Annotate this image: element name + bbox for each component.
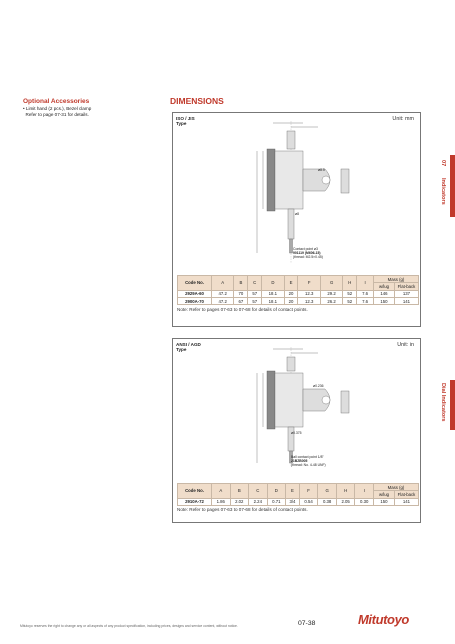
dimensions-title: DIMENSIONS	[170, 96, 224, 106]
ansi-type-label	[176, 342, 201, 352]
col-header: Code No.	[178, 276, 212, 291]
code-cell: 2910A-72	[178, 498, 212, 505]
stem-top	[287, 131, 295, 149]
bezel-side	[267, 371, 275, 429]
mass-header: Mass (g)	[374, 276, 419, 283]
ansi-panel	[172, 338, 421, 523]
col-header: A	[212, 484, 231, 499]
mass-header: Mass (g)	[374, 484, 419, 491]
iso-table-body	[178, 290, 419, 305]
code-cell: 2929A-60	[178, 290, 212, 297]
value-cell: 18.1	[262, 290, 284, 297]
stem-top	[287, 357, 295, 371]
value-cell: 70	[234, 290, 248, 297]
contact-point-code: 901119 (M606-15)	[293, 251, 321, 256]
iso-type-label	[176, 116, 195, 126]
dim-label-1: ø0.236	[313, 384, 324, 388]
col-header: C	[248, 276, 262, 291]
contact-point-label: Contact point ø3	[293, 247, 318, 251]
contact-point-label: Ball contact point 1/8"	[291, 455, 324, 459]
col-header: D	[267, 484, 286, 499]
value-cell: 2.02	[230, 498, 249, 505]
value-cell: 47.2	[212, 297, 234, 304]
lug-hole	[322, 176, 330, 184]
value-cell: 57	[248, 290, 262, 297]
contact-point-callout	[293, 247, 323, 260]
value-cell: 12.3	[298, 297, 320, 304]
page-number: 07-38	[298, 620, 316, 627]
iso-panel	[172, 112, 421, 327]
col-header: F	[299, 484, 318, 499]
value-cell: 52	[343, 290, 357, 297]
value-cell: 150	[374, 498, 395, 505]
table-row	[178, 498, 419, 505]
table-row	[178, 297, 419, 304]
col-header: I	[357, 276, 374, 291]
dim-label-1: ø8.5	[318, 168, 325, 172]
contact-point-code: 21BZB005	[291, 459, 308, 464]
ansi-dimension-drawing	[243, 343, 363, 471]
contact-point-callout	[291, 455, 326, 468]
value-cell: 20	[284, 290, 298, 297]
iso-spec-table	[177, 275, 419, 305]
mass-sub-header: Flat-back	[395, 491, 419, 498]
col-header: G	[318, 484, 337, 499]
col-header: I	[355, 484, 374, 499]
col-header: E	[284, 276, 298, 291]
tab-label-dial-indicators: Dial Indicators	[440, 383, 446, 422]
iso-unit-label: Unit: mm	[392, 116, 414, 122]
col-header: B	[230, 484, 249, 499]
accessories-text	[23, 106, 133, 117]
ansi-unit-label: Unit: in	[397, 342, 414, 348]
ansi-note: Note: Refer to pages 07-63 to 07-68 for details of contact points.	[177, 507, 308, 512]
ansi-table-body	[178, 498, 419, 505]
value-cell: 20	[284, 297, 298, 304]
case-body	[275, 373, 303, 427]
value-cell: 2.24	[249, 498, 268, 505]
footer-disclaimer: Mitutoyo reserves the right to change any or all aspects of any product specification, including prices, designs and service content, without notice.	[20, 624, 238, 628]
section-tab-dial	[450, 380, 455, 430]
dim-label-2: ø0.375	[291, 431, 302, 435]
value-cell: 29.2	[320, 290, 342, 297]
stem-bottom	[288, 209, 294, 239]
ansi-spec-table	[177, 483, 419, 506]
value-cell: 12.3	[298, 290, 320, 297]
type-line: Type	[176, 121, 187, 127]
mitutoyo-logo: Mitutoyo	[358, 612, 409, 627]
value-cell: 47.2	[212, 290, 234, 297]
value-cell: 141	[395, 498, 419, 505]
mass-sub-header: w/lug	[374, 283, 395, 290]
table-row	[178, 290, 419, 297]
value-cell: 52	[343, 297, 357, 304]
type-line: Type	[176, 347, 187, 353]
section-tab-indicators	[450, 155, 455, 217]
lug-hole	[322, 396, 330, 404]
value-cell: 0.54	[299, 498, 318, 505]
value-cell: 7.6	[357, 290, 374, 297]
value-cell: 7.6	[357, 297, 374, 304]
col-header: G	[320, 276, 342, 291]
iso-dimension-drawing	[243, 117, 363, 267]
col-header: A	[212, 276, 234, 291]
value-cell: 26.2	[320, 297, 342, 304]
back-side-view	[341, 391, 349, 413]
type-line: ANSI / AGD	[176, 342, 201, 347]
section-code: 07	[440, 160, 446, 167]
contact-point-thread: (thread: M2.5×0.45)	[293, 255, 323, 260]
contact-point-thread: (thread: No. 4-48 UNF)	[291, 463, 326, 468]
iso-note: Note: Refer to pages 07-63 to 07-68 for details of contact points.	[177, 307, 308, 312]
col-header: D	[262, 276, 284, 291]
value-cell: 141	[395, 297, 419, 304]
dim-label-2: ø8	[295, 212, 299, 216]
col-header: C	[249, 484, 268, 499]
back-side-view	[341, 169, 349, 193]
tab-label-indicators: Indicators	[440, 178, 446, 205]
value-cell: 0.30	[355, 498, 374, 505]
accessories-title: Optional Accessories	[23, 98, 90, 105]
accessories-line: • Limit hand (2 pcs.), Bezel clamp	[23, 106, 92, 111]
value-cell: 1.86	[212, 498, 231, 505]
value-cell: 57	[248, 297, 262, 304]
value-cell: 137	[395, 290, 419, 297]
value-cell: 3/4	[286, 498, 300, 505]
value-cell: 150	[374, 297, 395, 304]
value-cell: 0.71	[267, 498, 286, 505]
col-header: F	[298, 276, 320, 291]
type-line: ISO / JIS	[176, 116, 195, 121]
value-cell: 67	[234, 297, 248, 304]
col-header: Code No.	[178, 484, 212, 499]
value-cell: 146	[374, 290, 395, 297]
bezel-side	[267, 149, 275, 211]
col-header: E	[286, 484, 300, 499]
mass-sub-header: Flat-back	[395, 283, 419, 290]
col-header: B	[234, 276, 248, 291]
case-body	[275, 151, 303, 209]
value-cell: 18.1	[262, 297, 284, 304]
accessories-line: Refer to page 07-31 for details.	[23, 111, 89, 117]
value-cell: 2.05	[336, 498, 355, 505]
value-cell: 0.38	[318, 498, 337, 505]
mass-sub-header: w/lug	[374, 491, 395, 498]
code-cell: 2900A-70	[178, 297, 212, 304]
col-header: H	[343, 276, 357, 291]
col-header: H	[336, 484, 355, 499]
